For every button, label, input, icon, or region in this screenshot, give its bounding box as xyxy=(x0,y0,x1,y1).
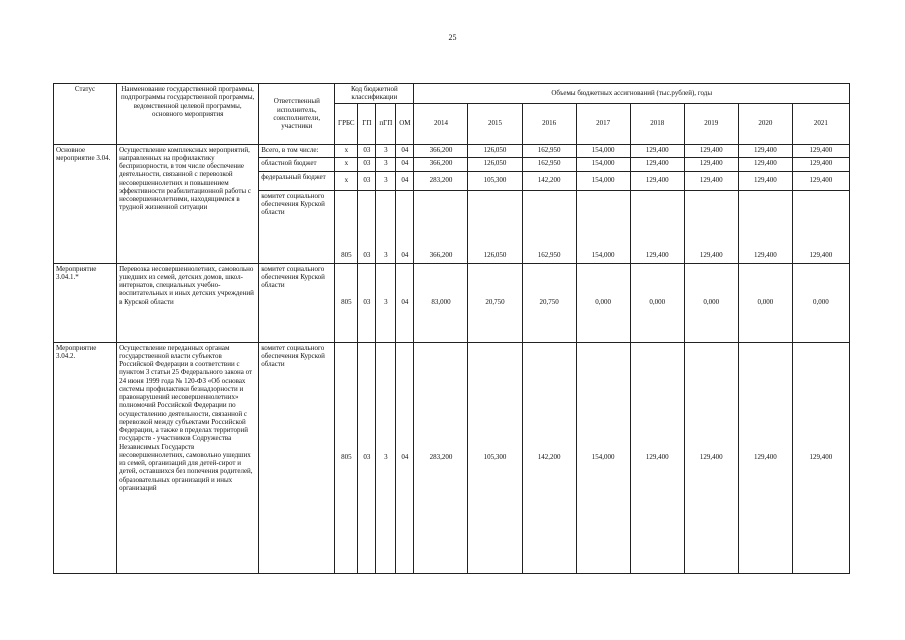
executor-cell: федеральный бюджет xyxy=(259,171,335,190)
value-cell: 105,300 xyxy=(468,342,522,573)
value-cell: 126,050 xyxy=(468,190,522,263)
executor-cell: Всего, в том числе: xyxy=(259,144,335,157)
value-cell: 0,000 xyxy=(738,263,792,342)
value-cell: 129,400 xyxy=(684,190,738,263)
om-cell: 04 xyxy=(396,144,414,157)
value-cell: 129,400 xyxy=(630,171,684,190)
header-volumes: Объемы бюджетных ассигнований (тыс.рублей), годы xyxy=(414,84,850,104)
value-cell: 129,400 xyxy=(738,190,792,263)
value-cell: 129,400 xyxy=(738,171,792,190)
executor-cell: комитет социального обеспечения Курской области xyxy=(259,190,335,263)
table-row xyxy=(54,263,850,342)
value-cell: 129,400 xyxy=(738,157,792,171)
value-cell: 129,400 xyxy=(630,190,684,263)
header-row xyxy=(54,84,850,104)
table-row xyxy=(54,342,850,573)
header-grbs: ГРБС xyxy=(335,103,358,144)
om-cell: 04 xyxy=(396,342,414,573)
pgp-cell: 3 xyxy=(376,171,396,190)
budget-table xyxy=(53,83,850,574)
value-cell: 154,000 xyxy=(576,144,630,157)
value-cell: 129,400 xyxy=(738,342,792,573)
value-cell: 0,000 xyxy=(684,263,738,342)
page-number: 25 xyxy=(448,33,457,42)
header-year: 2016 xyxy=(522,103,576,144)
gp-cell: 03 xyxy=(358,144,376,157)
header-status: Статус xyxy=(54,84,117,145)
gp-cell: 03 xyxy=(358,263,376,342)
value-cell: 0,000 xyxy=(630,263,684,342)
value-cell: 129,400 xyxy=(792,144,849,157)
om-cell: 04 xyxy=(396,171,414,190)
pgp-cell: 3 xyxy=(376,157,396,171)
value-cell: 0,000 xyxy=(792,263,849,342)
value-cell: 129,400 xyxy=(792,342,849,573)
header-year: 2019 xyxy=(684,103,738,144)
value-cell: 162,950 xyxy=(522,190,576,263)
status-cell: Мероприятие 3.04.1.* xyxy=(54,263,117,342)
pgp-cell: 3 xyxy=(376,190,396,263)
header-year: 2018 xyxy=(630,103,684,144)
value-cell: 366,200 xyxy=(414,144,468,157)
value-cell: 129,400 xyxy=(738,144,792,157)
gp-cell: 03 xyxy=(358,342,376,573)
value-cell: 126,050 xyxy=(468,144,522,157)
value-cell: 129,400 xyxy=(684,342,738,573)
value-cell: 162,950 xyxy=(522,144,576,157)
value-cell: 283,200 xyxy=(414,171,468,190)
value-cell: 20,750 xyxy=(522,263,576,342)
executor-cell: областной бюджет xyxy=(259,157,335,171)
value-cell: 0,000 xyxy=(576,263,630,342)
grbs-cell: 805 xyxy=(335,342,358,573)
value-cell: 154,000 xyxy=(576,190,630,263)
gp-cell: 03 xyxy=(358,190,376,263)
header-budget-code: Код бюджетной классификации xyxy=(335,84,414,104)
header-gp: ГП xyxy=(358,103,376,144)
value-cell: 129,400 xyxy=(684,171,738,190)
value-cell: 129,400 xyxy=(630,144,684,157)
gp-cell: 03 xyxy=(358,157,376,171)
value-cell: 154,000 xyxy=(576,342,630,573)
header-year: 2020 xyxy=(738,103,792,144)
value-cell: 129,400 xyxy=(792,171,849,190)
grbs-cell: x xyxy=(335,144,358,157)
executor-cell: комитет социального обеспечения Курской области xyxy=(259,342,335,573)
executor-cell: комитет социального обеспечения Курской области xyxy=(259,263,335,342)
value-cell: 129,400 xyxy=(684,144,738,157)
program-name-cell: Осуществление комплексных мероприятий, направленных на профилактику беспризорности, в том числе обеспечение деятельности, связанной с перевозкой несовершеннолетних и повышением эффективности реабилитационной работы с несовершеннолетними, находящимися в трудной жизненной ситуации xyxy=(117,144,259,263)
om-cell: 04 xyxy=(396,190,414,263)
header-year: 2017 xyxy=(576,103,630,144)
value-cell: 366,200 xyxy=(414,157,468,171)
header-year: 2014 xyxy=(414,103,468,144)
value-cell: 129,400 xyxy=(792,157,849,171)
program-name-cell: Осуществление переданных органам государственной власти субъектов Российской Федерации в соответствии с пунктом 3 статьи 25 Федерального закона от 24 июня 1999 года № 120-ФЗ «Об основах системы профилактики безнадзорности и правонарушений несовершеннолетних» полномочий Российской Федерации по осуществлению деятельности, связанной с перевозкой между субъектами Российской Федерации, а также в пределах территорий государств - участников Содружества Независимых Государств несовершеннолетних, самовольно ушедших из семей, организаций для детей-сирот и детей, оставшихся без попечения родителей, образовательных организаций и иных организаций xyxy=(117,342,259,573)
grbs-cell: 805 xyxy=(335,190,358,263)
header-year: 2021 xyxy=(792,103,849,144)
value-cell: 154,000 xyxy=(576,157,630,171)
value-cell: 366,200 xyxy=(414,190,468,263)
value-cell: 129,400 xyxy=(684,157,738,171)
pgp-cell: 3 xyxy=(376,342,396,573)
table-row xyxy=(54,144,850,157)
om-cell: 04 xyxy=(396,157,414,171)
grbs-cell: x xyxy=(335,157,358,171)
value-cell: 129,400 xyxy=(792,190,849,263)
value-cell: 142,200 xyxy=(522,171,576,190)
program-name-cell: Перевозка несовершеннолетних, самовольно ушедших из семей, детских домов, школ-интернатов, специальных учебно-воспитательных и иных детских учреждений в Курской области xyxy=(117,263,259,342)
status-cell: Мероприятие 3.04.2. xyxy=(54,342,117,573)
value-cell: 105,300 xyxy=(468,171,522,190)
grbs-cell: 805 xyxy=(335,263,358,342)
value-cell: 162,950 xyxy=(522,157,576,171)
header-pgp: пГП xyxy=(376,103,396,144)
value-cell: 126,050 xyxy=(468,157,522,171)
value-cell: 142,200 xyxy=(522,342,576,573)
header-year: 2015 xyxy=(468,103,522,144)
value-cell: 83,000 xyxy=(414,263,468,342)
status-cell: Основное мероприятие 3.04. xyxy=(54,144,117,263)
grbs-cell: x xyxy=(335,171,358,190)
value-cell: 129,400 xyxy=(630,157,684,171)
om-cell: 04 xyxy=(396,263,414,342)
value-cell: 129,400 xyxy=(630,342,684,573)
header-program-name: Наименование государственной программы, подпрограммы государственной программы, ведомственной целевой программы, основного мероприятия xyxy=(117,84,259,145)
value-cell: 154,000 xyxy=(576,171,630,190)
gp-cell: 03 xyxy=(358,171,376,190)
pgp-cell: 3 xyxy=(376,144,396,157)
header-om: ОМ xyxy=(396,103,414,144)
value-cell: 20,750 xyxy=(468,263,522,342)
header-responsible: Ответственный исполнитель, соисполнители, участники xyxy=(259,84,335,145)
pgp-cell: 3 xyxy=(376,263,396,342)
value-cell: 283,200 xyxy=(414,342,468,573)
